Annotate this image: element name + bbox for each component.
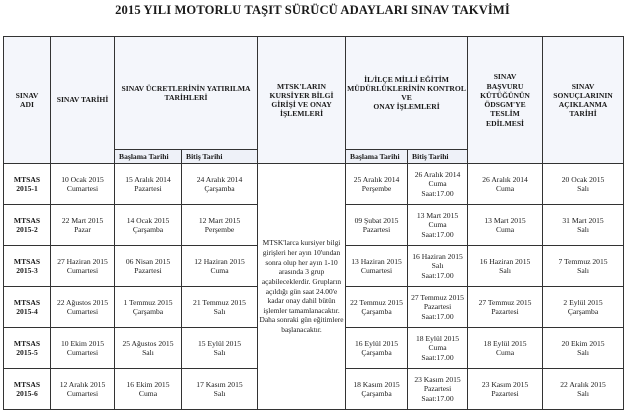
exam-schedule-table-wrapper bbox=[3, 36, 623, 410]
cell-il-bitis: 16 Haziran 2015 Salı Saat:17.00 bbox=[408, 246, 468, 287]
cell-sinav-adi: MTSAS 2015-1 bbox=[4, 164, 51, 205]
page-title: 2015 YILI MOTORLU TAŞIT SÜRÜCÜ ADAYLARI SINAV TAKVİMİ bbox=[115, 3, 510, 17]
cell-basvuru: 26 Aralık 2014 Cuma bbox=[468, 164, 543, 205]
cell-sinav-adi: MTSAS 2015-2 bbox=[4, 205, 51, 246]
cell-sinav-tarihi: 10 Ocak 2015 Cumartesi bbox=[51, 164, 115, 205]
cell-il-bitis: 13 Mart 2015 Cuma Saat:17.00 bbox=[408, 205, 468, 246]
cell-sinav-tarihi: 10 Ekim 2015 Cumartesi bbox=[51, 328, 115, 369]
cell-ucret-bitis: 15 Eylül 2015 Salı bbox=[182, 328, 258, 369]
cell-basvuru: 18 Eylül 2015 Cuma bbox=[468, 328, 543, 369]
header-row bbox=[4, 37, 624, 150]
cell-sonuc: 20 Ocak 2015 Salı bbox=[543, 164, 624, 205]
cell-ucret-baslama: 16 Ekim 2015 Cuma bbox=[115, 369, 182, 410]
cell-il-baslama: 09 Şubat 2015 Pazartesi bbox=[346, 205, 408, 246]
header-sinav-adi: SINAV ADI bbox=[4, 37, 51, 164]
cell-il-bitis: 18 Eylül 2015 Cuma Saat:17.00 bbox=[408, 328, 468, 369]
cell-sonuc: 20 Ekim 2015 Salı bbox=[543, 328, 624, 369]
cell-ucret-baslama: 15 Aralık 2014 Pazartesi bbox=[115, 164, 182, 205]
cell-ucret-baslama: 25 Ağustos 2015 Salı bbox=[115, 328, 182, 369]
subheader-il-bitis: Bitiş Tarihi bbox=[408, 150, 468, 164]
cell-ucret-baslama: 06 Nisan 2015 Pazartesi bbox=[115, 246, 182, 287]
cell-sonuc: 31 Mart 2015 Salı bbox=[543, 205, 624, 246]
cell-sinav-adi: MTSAS 2015-5 bbox=[4, 328, 51, 369]
cell-il-baslama: 25 Aralık 2014 Perşembe bbox=[346, 164, 408, 205]
cell-ucret-bitis: 21 Temmuz 2015 Salı bbox=[182, 287, 258, 328]
cell-ucret-bitis: 17 Kasım 2015 Salı bbox=[182, 369, 258, 410]
cell-basvuru: 23 Kasım 2015 Pazartesi bbox=[468, 369, 543, 410]
cell-ucret-baslama: 1 Temmuz 2015 Çarşamba bbox=[115, 287, 182, 328]
cell-sinav-tarihi: 27 Haziran 2015 Cumartesi bbox=[51, 246, 115, 287]
cell-il-baslama: 13 Haziran 2015 Cumartesi bbox=[346, 246, 408, 287]
cell-basvuru: 16 Haziran 2015 Salı bbox=[468, 246, 543, 287]
cell-sonuc: 22 Aralık 2015 Salı bbox=[543, 369, 624, 410]
header-ucret-yatirma: SINAV ÜCRETLERİNİN YATIRILMA TARİHLERİ bbox=[115, 37, 258, 150]
cell-sinav-tarihi: 12 Aralık 2015 Cumartesi bbox=[51, 369, 115, 410]
cell-sinav-adi: MTSAS 2015-3 bbox=[4, 246, 51, 287]
cell-il-baslama: 22 Temmuz 2015 Çarşamba bbox=[346, 287, 408, 328]
cell-sinav-tarihi: 22 Mart 2015 Pazar bbox=[51, 205, 115, 246]
cell-basvuru: 27 Temmuz 2015 Pazartesi bbox=[468, 287, 543, 328]
cell-sinav-tarihi: 22 Ağustos 2015 Cumartesi bbox=[51, 287, 115, 328]
header-sinav-tarihi: SINAV TARİHİ bbox=[51, 37, 115, 164]
subheader-il-baslama: Başlama Tarihi bbox=[346, 150, 408, 164]
cell-mtsk-note: MTSK'larca kursiyer bilgi girişleri her ayın 10'undan sonra olup her ayın 1-10 arasında 3 grup açabileceklerdir. Grupların açıldığı gün saat 24.00'e kadar onay dahil bütün işlemler tamamlanacaktır. Daha sonraki gün eğitimlere başlanacaktır. bbox=[258, 164, 346, 410]
subheader-ucret-baslama: Başlama Tarihi bbox=[115, 150, 182, 164]
cell-il-bitis: 26 Aralık 2014 Cuma Saat:17.00 bbox=[408, 164, 468, 205]
header-mtsk: MTSK'LARIN KURSİYER BİLGİ GİRİŞİ VE ONAY İŞLEMLERİ bbox=[258, 37, 346, 164]
header-sonuc-aciklanma: SINAV SONUÇLARININ AÇIKLANMA TARİHİ bbox=[543, 37, 624, 164]
cell-ucret-bitis: 12 Mart 2015 Perşembe bbox=[182, 205, 258, 246]
cell-sinav-adi: MTSAS 2015-6 bbox=[4, 369, 51, 410]
subheader-ucret-bitis: Bitiş Tarihi bbox=[182, 150, 258, 164]
table-row bbox=[4, 164, 624, 205]
cell-ucret-bitis: 12 Haziran 2015 Cuma bbox=[182, 246, 258, 287]
header-il-ilce: İL/İLÇE MİLLİ EĞİTİM MÜDÜRLÜKLERİNİN KONTROL VE ONAY İŞLEMLERİ bbox=[346, 37, 468, 150]
cell-basvuru: 13 Mart 2015 Cuma bbox=[468, 205, 543, 246]
cell-il-bitis: 23 Kasım 2015 Pazartesi Saat:17.00 bbox=[408, 369, 468, 410]
cell-sonuc: 7 Temmuz 2015 Salı bbox=[543, 246, 624, 287]
cell-il-baslama: 16 Eylül 2015 Çarşamba bbox=[346, 328, 408, 369]
exam-schedule-table bbox=[3, 36, 624, 410]
cell-sonuc: 2 Eylül 2015 Çarşamba bbox=[543, 287, 624, 328]
cell-il-bitis: 27 Temmuz 2015 Pazartesi Saat:17.00 bbox=[408, 287, 468, 328]
cell-ucret-baslama: 14 Ocak 2015 Çarşamba bbox=[115, 205, 182, 246]
cell-ucret-bitis: 24 Aralık 2014 Çarşamba bbox=[182, 164, 258, 205]
cell-il-baslama: 18 Kasım 2015 Çarşamba bbox=[346, 369, 408, 410]
header-basvuru-kutugu: SINAV BAŞVURU KÜTÜĞÜNÜN ÖDSGM'YE TESLİM EDİLMESİ bbox=[468, 37, 543, 164]
cell-sinav-adi: MTSAS 2015-4 bbox=[4, 287, 51, 328]
